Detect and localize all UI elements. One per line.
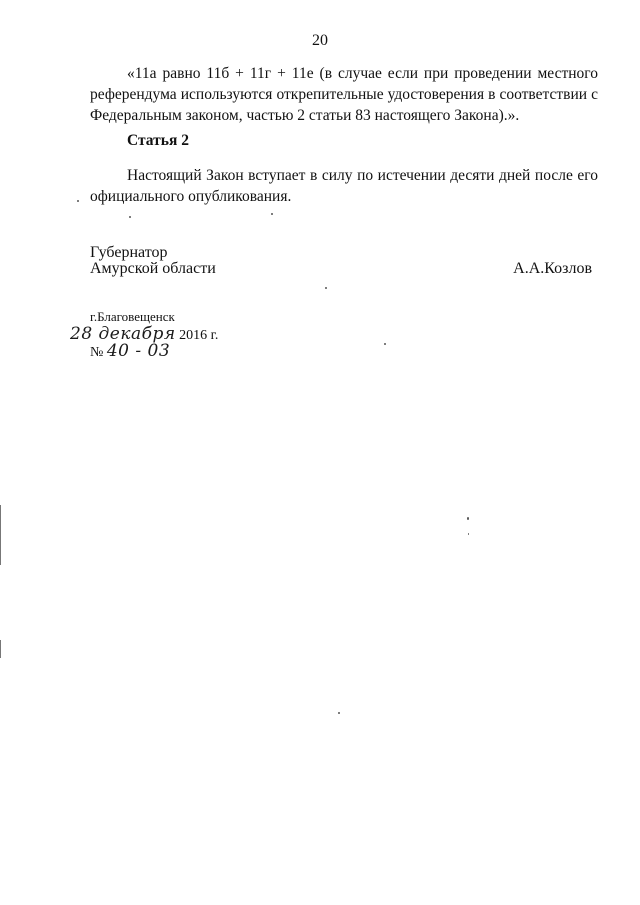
article-heading: Статья 2 (127, 132, 189, 149)
handwritten-date: 28 декабря (70, 324, 176, 344)
scan-speck (467, 517, 469, 520)
scan-edge (0, 505, 1, 565)
scan-speck (129, 216, 131, 218)
scan-edge (0, 640, 1, 658)
paragraph-line: Федеральным законом, частью 2 статьи 83 настоящего Закона).». (90, 107, 520, 124)
scan-speck (338, 712, 340, 714)
signatory-title (90, 245, 216, 277)
paragraph-line: референдума используются открепительные удостоверения в соответствии с (90, 86, 598, 103)
paragraph-line: «11а равно 11б + 11г + 11е (в случае если при проведении местного (127, 65, 598, 82)
scan-speck (77, 200, 79, 202)
signatory-title-line: Амурской области (90, 260, 216, 277)
paragraph-line: Настоящий Закон вступает в силу по истечении десяти дней после его (127, 167, 598, 184)
scan-speck (384, 343, 386, 345)
article-paragraph (90, 165, 598, 207)
signatory-title-line: Губернатор (90, 244, 168, 261)
place-of-signing: г.Благовещенск (90, 309, 175, 324)
paragraph-line: официального опубликования. (90, 188, 292, 205)
amendment-paragraph (90, 63, 598, 126)
scan-speck (271, 213, 273, 215)
date-year: 2016 г. (179, 328, 219, 343)
law-number (90, 342, 170, 362)
number-prefix: № (90, 345, 104, 360)
handwritten-number: 40 - 03 (106, 341, 171, 361)
signatory-name: А.А.Козлов (513, 260, 592, 277)
scan-speck (325, 287, 327, 289)
scan-speck (468, 533, 469, 535)
page-number: 20 (312, 32, 328, 49)
